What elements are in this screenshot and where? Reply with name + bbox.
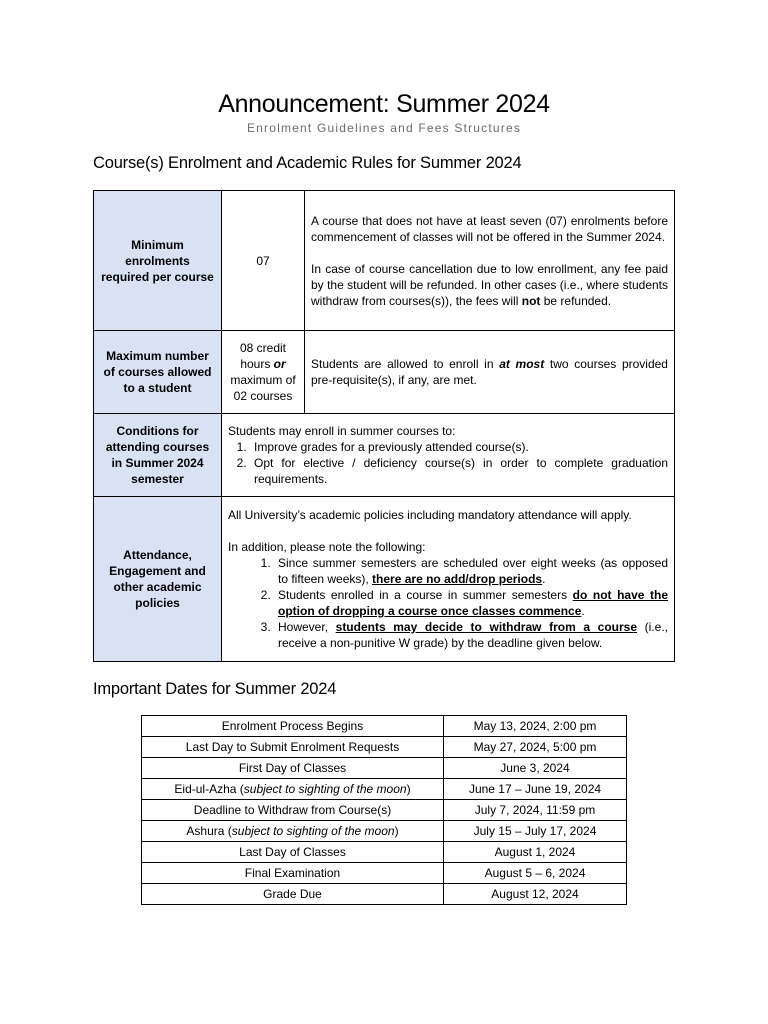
event-cell: Grade Due xyxy=(142,884,444,905)
list-item xyxy=(274,619,668,651)
date-cell: August 12, 2024 xyxy=(444,884,627,905)
value-text: 08 credit hours xyxy=(239,341,287,371)
table-row xyxy=(94,191,675,331)
date-cell: July 7, 2024, 11:59 pm xyxy=(444,800,627,821)
dates-table xyxy=(141,715,627,905)
conditions-list xyxy=(228,439,668,487)
min-enrol-paragraph: A course that does not have at least seven (07) enrolments before commencement of classes will not be offered in the Summer 2024. xyxy=(311,213,668,244)
desc-tail: two courses provided pre-requisite(s), if any, are met. xyxy=(311,357,668,387)
list-item xyxy=(274,587,668,619)
table-row xyxy=(142,758,627,779)
table-row xyxy=(142,884,627,905)
row-description xyxy=(305,331,675,414)
item-tail: (i.e., receive a non-punitive W grade) by the deadline given below. xyxy=(278,620,668,650)
item-text: Students enrolled in a course in summer semesters xyxy=(278,588,573,602)
date-cell: August 1, 2024 xyxy=(444,842,627,863)
row-label: Conditions for attending courses in Summer 2024 semester xyxy=(94,414,222,497)
item-text: Since summer semesters are scheduled over eight weeks (as opposed to fifteen weeks), xyxy=(278,556,668,586)
list-item: 1. Improve grades for a previously attended course(s). xyxy=(250,439,668,455)
rules-table xyxy=(93,190,675,662)
page-title: Announcement: Summer 2024 xyxy=(218,90,550,118)
policies-list xyxy=(228,555,668,651)
dates-heading: Important Dates for Summer 2024 xyxy=(93,680,337,698)
table-row xyxy=(142,737,627,758)
event-cell: Last Day of Classes xyxy=(142,842,444,863)
table-row xyxy=(94,331,675,414)
item-emphasis: do not have the option of dropping a course once classes commence xyxy=(278,588,669,618)
row-label: Minimum enrolments required per course xyxy=(94,191,222,331)
date-cell: July 15 – July 17, 2024 xyxy=(444,821,627,842)
event-text: Eid-ul-Azha ( xyxy=(174,782,244,796)
table-row xyxy=(142,842,627,863)
item-text: However, xyxy=(278,620,336,634)
refund-tail: be refunded. xyxy=(540,293,612,308)
refund-paragraph xyxy=(311,261,668,309)
value-text-2: maximum of 02 courses xyxy=(230,373,296,403)
list-item: 2. Opt for elective / deficiency course(s) in order to complete graduation requirements. xyxy=(250,455,668,487)
event-cell: Last Day to Submit Enrolment Requests xyxy=(142,737,444,758)
table-row xyxy=(142,779,627,800)
table-row xyxy=(142,821,627,842)
date-cell: June 3, 2024 xyxy=(444,758,627,779)
date-cell: June 17 – June 19, 2024 xyxy=(444,779,627,800)
event-cell xyxy=(142,821,444,842)
table-row xyxy=(142,716,627,737)
item-tail: . xyxy=(581,604,585,618)
desc-text: Students are allowed to enroll in xyxy=(311,357,500,371)
event-tail: ) xyxy=(406,782,411,796)
table-row xyxy=(94,497,675,662)
date-cell: August 5 – 6, 2024 xyxy=(444,863,627,884)
date-cell: May 13, 2024, 2:00 pm xyxy=(444,716,627,737)
row-label: Attendance, Engagement and other academic policies xyxy=(94,497,222,662)
refund-text: In case of course cancellation due to low enrollment, any fee paid by the student will be refunded. In other cases (i.e., where students withdraw from courses(s)), the fees will xyxy=(311,261,668,308)
table-row xyxy=(142,863,627,884)
item-tail: . xyxy=(542,572,546,586)
row-value xyxy=(222,331,305,414)
desc-at-most: at most xyxy=(499,357,545,371)
row-description xyxy=(222,497,675,662)
policies-intro: All University’s academic policies including mandatory attendance will apply. xyxy=(228,508,632,522)
row-value: 07 xyxy=(222,191,305,331)
event-cell: Deadline to Withdraw from Course(s) xyxy=(142,800,444,821)
table-row xyxy=(94,414,675,497)
row-description xyxy=(222,414,675,497)
event-text: Ashura ( xyxy=(186,824,232,838)
event-cell xyxy=(142,779,444,800)
event-cell: First Day of Classes xyxy=(142,758,444,779)
row-description xyxy=(305,191,675,331)
date-cell: May 27, 2024, 5:00 pm xyxy=(444,737,627,758)
event-note: subject to sighting of the moon xyxy=(231,824,395,838)
event-tail: ) xyxy=(394,824,399,838)
value-or: or xyxy=(273,357,286,371)
rules-heading: Course(s) Enrolment and Academic Rules for Summer 2024 xyxy=(93,154,522,172)
refund-not: not xyxy=(521,293,541,308)
item-emphasis: there are no add/drop periods xyxy=(372,572,543,586)
event-cell: Enrolment Process Begins xyxy=(142,716,444,737)
conditions-intro: Students may enroll in summer courses to: xyxy=(228,424,456,438)
item-emphasis: students may decide to withdraw from a course xyxy=(335,620,638,634)
list-item xyxy=(274,555,668,587)
event-note: subject to sighting of the moon xyxy=(243,782,407,796)
policies-intro-2: In addition, please note the following: xyxy=(228,540,426,554)
row-label: Maximum number of courses allowed to a student xyxy=(94,331,222,414)
event-cell: Final Examination xyxy=(142,863,444,884)
page-subtitle: Enrolment Guidelines and Fees Structures xyxy=(246,121,522,135)
table-row xyxy=(142,800,627,821)
